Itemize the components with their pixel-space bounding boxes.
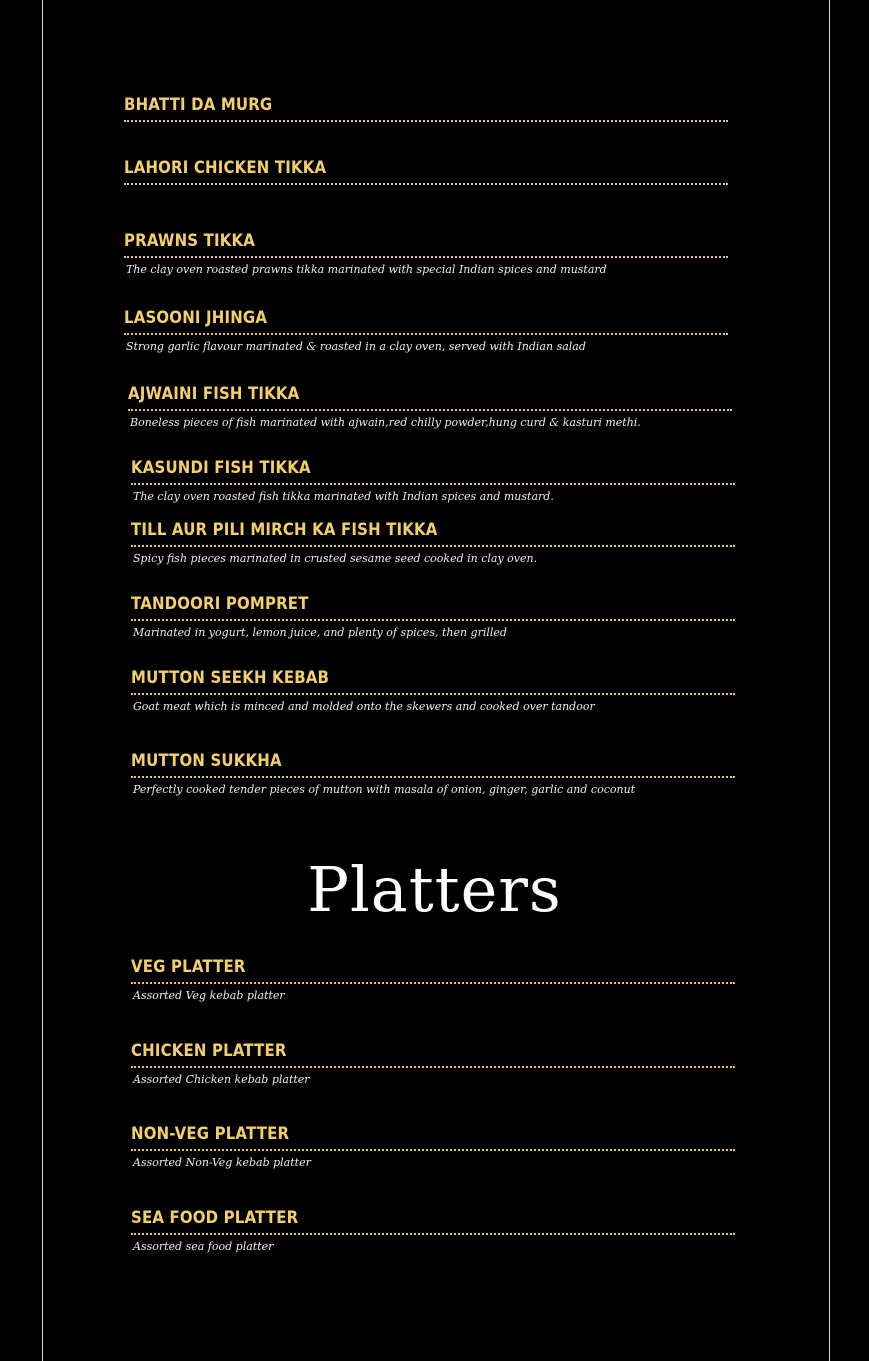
menu-item-name: CHICKEN PLATTER xyxy=(131,1041,287,1061)
menu-item xyxy=(131,458,735,504)
menu-item xyxy=(124,231,728,277)
menu-item-description: The clay oven roasted fish tikka marinated with Indian spices and mustard. xyxy=(133,490,554,503)
right-page-border xyxy=(829,0,830,1361)
menu-item xyxy=(131,957,735,1003)
dotted-divider xyxy=(131,1233,735,1235)
menu-item-description: Assorted sea food platter xyxy=(133,1240,274,1253)
menu-item-description: Boneless pieces of fish marinated with ajwain,red chilly powder,hung curd & kasturi methi. xyxy=(130,416,641,429)
dotted-divider xyxy=(131,483,735,485)
left-page-border xyxy=(42,0,43,1361)
menu-item-description: Goat meat which is minced and molded onto the skewers and cooked over tandoor xyxy=(133,700,595,713)
menu-item-description: Perfectly cooked tender pieces of mutton with masala of onion, ginger, garlic and coconut xyxy=(133,783,636,796)
menu-item xyxy=(124,308,728,354)
dotted-divider xyxy=(124,333,728,335)
dotted-divider xyxy=(131,1066,735,1068)
menu-item-name: VEG PLATTER xyxy=(131,957,246,977)
dotted-divider xyxy=(131,619,735,621)
menu-item-name: KASUNDI FISH TIKKA xyxy=(131,458,311,478)
menu-item-description: Marinated in yogurt, lemon juice, and plenty of spices, then grilled xyxy=(133,626,507,639)
menu-item-name: PRAWNS TIKKA xyxy=(124,231,256,251)
menu-item-name: LAHORI CHICKEN TIKKA xyxy=(124,158,327,178)
menu-item xyxy=(131,1124,735,1170)
menu-item xyxy=(128,384,732,430)
menu-item-description: The clay oven roasted prawns tikka marinated with special Indian spices and mustard xyxy=(126,263,607,276)
menu-item xyxy=(131,751,735,797)
menu-item-description: Spicy fish pieces marinated in crusted sesame seed cooked in clay oven. xyxy=(133,552,538,565)
menu-item-name: TANDOORI POMPRET xyxy=(131,594,309,614)
dotted-divider xyxy=(131,693,735,695)
menu-item-name: TILL AUR PILI MIRCH KA FISH TIKKA xyxy=(131,520,438,540)
menu-item-description: Strong garlic flavour marinated & roasted in a clay oven, served with Indian salad xyxy=(126,340,586,353)
menu-item xyxy=(131,1208,735,1254)
menu-item-name: NON-VEG PLATTER xyxy=(131,1124,290,1144)
dotted-divider xyxy=(124,256,728,258)
menu-item-description: Assorted Chicken kebab platter xyxy=(133,1073,310,1086)
platters-heading: Platters xyxy=(307,853,562,926)
menu-item xyxy=(131,520,735,566)
dotted-divider xyxy=(131,1149,735,1151)
menu-item-name: BHATTI DA MURG xyxy=(124,95,273,115)
menu-item xyxy=(124,158,728,185)
menu-item-name: SEA FOOD PLATTER xyxy=(131,1208,299,1228)
menu-item-name: AJWAINI FISH TIKKA xyxy=(128,384,300,404)
dotted-divider xyxy=(124,120,728,122)
menu-item-name: MUTTON SEEKH KEBAB xyxy=(131,668,330,688)
dotted-divider xyxy=(131,982,735,984)
menu-item-description: Assorted Non-Veg kebab platter xyxy=(133,1156,311,1169)
dotted-divider xyxy=(128,409,732,411)
dotted-divider xyxy=(124,183,728,185)
menu-item-description: Assorted Veg kebab platter xyxy=(133,989,285,1002)
menu-item xyxy=(124,95,728,122)
menu-item xyxy=(131,1041,735,1087)
dotted-divider xyxy=(131,545,735,547)
menu-item-name: LASOONI JHINGA xyxy=(124,308,268,328)
dotted-divider xyxy=(131,776,735,778)
menu-item-name: MUTTON SUKKHA xyxy=(131,751,282,771)
menu-item xyxy=(131,668,735,714)
menu-item xyxy=(131,594,735,640)
